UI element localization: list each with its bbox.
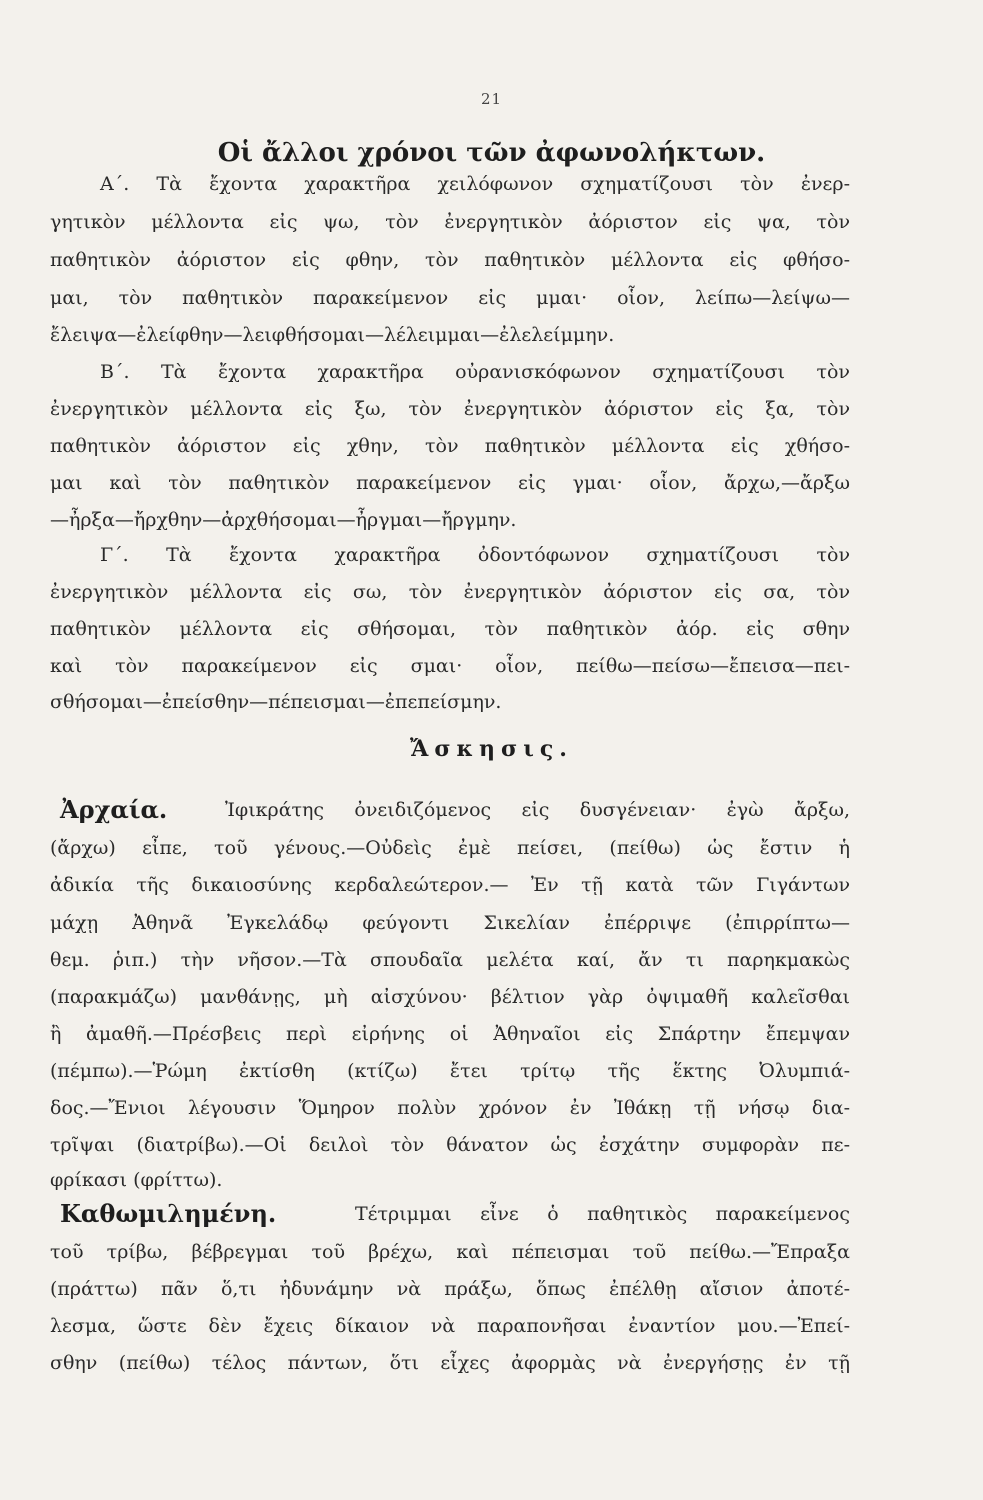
text-line: μάχῃ Ἀθηνᾶ Ἐγκελάδῳ φεύγοντι Σικελίαν ἐπέρριψε (ἐπιρρίπτω—: [50, 912, 850, 934]
text-line: Ἰφικράτης ὀνειδιζόμενος εἰς δυσγένειαν· ἐγὼ ἄρξω,: [225, 799, 850, 821]
text-line: γητικὸν μέλλοντα εἰς ψω, τὸν ἐνεργητικὸν ἀόριστον εἰς ψα, τὸν: [50, 211, 850, 233]
text-line: φρίκασι (φρίττω).: [50, 1169, 223, 1191]
text-line: Β΄. Τὰ ἔχοντα χαρακτῆρα οὐρανισκόφωνον σχηματίζουσι τὸν: [100, 361, 850, 383]
text-line: παθητικὸν ἀόριστον εἰς φθην, τὸν παθητικὸν μέλλοντα εἰς φθήσο-: [50, 249, 850, 271]
text-line: λεσμα, ὥστε δὲν ἔχεις δίκαιον νὰ παραπονῆσαι ἐναντίον μου.—Ἐπεί-: [50, 1315, 850, 1337]
text-line: ἔλειψα—ἐλείφθην—λειφθήσομαι—λέλειμμαι—ἐλελείμμην.: [50, 324, 615, 346]
text-line: παθητικὸν μέλλοντα εἰς σθήσομαι, τὸν παθητικὸν ἀόρ. εἰς σθην: [50, 618, 850, 640]
text-line: ἀδικία τῆς δικαιοσύνης κερδαλεώτερον.— Ἐν τῇ κατὰ τῶν Γιγάντων: [50, 874, 850, 896]
text-line: θεμ. ῥιπ.) τὴν νῆσον.—Τὰ σπουδαῖα μελέτα καί, ἄν τι παρηκμακὼς: [50, 949, 850, 971]
text-line: Τέτριμμαι εἶνε ὁ παθητικὸς παρακείμενος: [355, 1203, 850, 1225]
modern-label: Καθωμιλημένη.: [60, 1199, 277, 1228]
text-line: Γ΄. Τὰ ἔχοντα χαρακτῆρα ὀδοντόφωνον σχηματίζουσι τὸν: [100, 544, 850, 566]
text-line: καὶ τὸν παρακείμενον εἰς σμαι· οἷον, πείθω—πείσω—ἔπεισα—πει-: [50, 655, 850, 677]
text-line: σθην (πείθω) τέλος πάντων, ὅτι εἶχες ἀφορμὰς νὰ ἐνεργήσῃς ἐν τῇ: [50, 1352, 850, 1374]
exercises-heading: Ἄσκησις.: [410, 736, 573, 762]
text-line: (πράττω) πᾶν ὅ,τι ἠδυνάμην νὰ πράξω, ὅπως ἐπέλθῃ αἴσιον ἀποτέ-: [50, 1278, 850, 1300]
text-line: (παρακμάζω) μανθάνῃς, μὴ αἰσχύνου· βέλτιον γὰρ ὀψιμαθῆ καλεῖσθαι: [50, 986, 850, 1008]
text-line: μαι, τὸν παθητικὸν παρακείμενον εἰς μμαι· οἷον, λείπω—λείψω—: [50, 287, 850, 309]
text-line: μαι καὶ τὸν παθητικὸν παρακείμενον εἰς γμαι· οἷον, ἄρχω,—ἄρξω: [50, 472, 850, 494]
text-line: (πέμπω).—Ῥώμη ἐκτίσθη (κτίζω) ἔτει τρίτῳ τῆς ἕκτης Ὀλυμπιά-: [50, 1060, 850, 1082]
text-line: παθητικὸν ἀόριστον εἰς χθην, τὸν παθητικὸν μέλλοντα εἰς χθήσο-: [50, 435, 850, 457]
text-line: Α΄. Τὰ ἔχοντα χαρακτῆρα χειλόφωνον σχηματίζουσι τὸν ἐνερ-: [100, 173, 850, 195]
text-line: ἢ ἀμαθῆ.—Πρέσβεις περὶ εἰρήνης οἱ Ἀθηναῖοι εἰς Σπάρτην ἔπεμψαν: [50, 1023, 850, 1045]
text-line: (ἄρχω) εἶπε, τοῦ γένους.—Οὐδεὶς ἐμὲ πείσει, (πείθω) ὡς ἔστιν ἡ: [50, 837, 850, 859]
ancient-label: Ἀρχαία.: [60, 795, 168, 824]
text-line: ἐνεργητικὸν μέλλοντα εἰς σω, τὸν ἐνεργητικὸν ἀόριστον εἰς σα, τὸν: [50, 581, 850, 603]
page-title: Οἱ ἄλλοι χρόνοι τῶν ἀφωνολήκτων.: [217, 138, 766, 168]
text-line: —ἦρξα—ἤρχθην—ἀρχθήσομαι—ἦργμαι—ἤργμην.: [50, 509, 517, 531]
text-line: ἐνεργητικὸν μέλλοντα εἰς ξω, τὸν ἐνεργητικὸν ἀόριστον εἰς ξα, τὸν: [50, 398, 850, 420]
page-number: 21: [480, 90, 503, 108]
text-line: σθήσομαι—ἐπείσθην—πέπεισμαι—ἐπεπείσμην.: [50, 691, 502, 713]
text-line: τρῖψαι (διατρίβω).—Οἱ δειλοὶ τὸν θάνατον ὡς ἐσχάτην συμφορὰν πε-: [50, 1134, 850, 1156]
text-line: τοῦ τρίβω, βέβρεγμαι τοῦ βρέχω, καὶ πέπεισμαι τοῦ πείθω.—Ἔπραξα: [50, 1241, 850, 1263]
text-line: δος.—Ἔνιοι λέγουσιν Ὅμηρον πολὺν χρόνον ἐν Ἰθάκῃ τῇ νήσῳ δια-: [50, 1097, 850, 1119]
